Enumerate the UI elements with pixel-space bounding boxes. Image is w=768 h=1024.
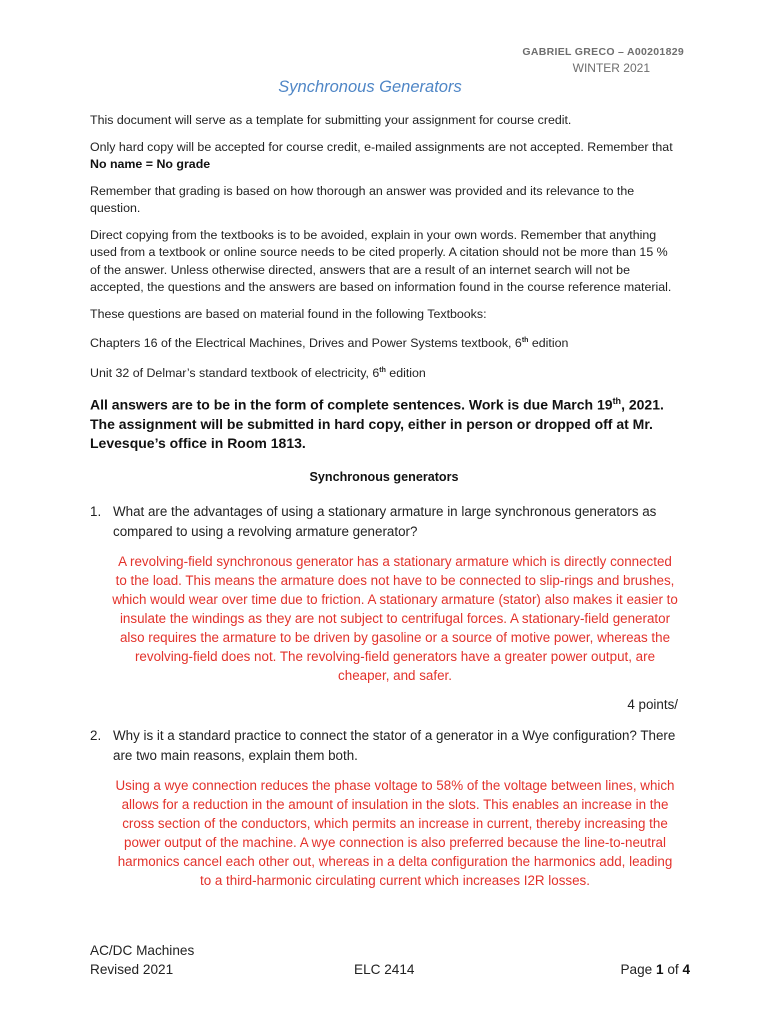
textbook-reference-1-text: Chapters 16 of the Electrical Machines, Drives and Power Systems textbook, 6 [90, 336, 522, 351]
textbook-reference-1-sup: th [521, 337, 529, 344]
footer-page-current: 1 [655, 962, 664, 977]
footer-course-code: ELC 2414 [354, 962, 415, 977]
intro-paragraph-1: This document will serve as a template for submitting your assignment for course credit. [90, 113, 572, 127]
footer-page-number [620, 960, 690, 979]
textbook-reference-2-text: Unit 32 of Delmar’s standard textbook of electricity, 6 [90, 365, 380, 380]
header-term: WINTER 2021 [572, 61, 650, 75]
textbook-reference-2-end: edition [385, 365, 426, 380]
question-1-text: What are the advantages of using a stationary armature in large synchronous generators as compared to using a revolving armature generator? [113, 504, 657, 540]
question-2-number: 2. [90, 728, 102, 744]
intro-paragraph-4: Direct copying from the textbooks is to be avoided, explain in your own words. Remember that anything used from a textbook or online source needs to be cited properly. A citation should not be more than 15 % of the answer. Unless otherwise directed, answers that are a result of an internet search will not be accepted, the questions and the answers are based on information found in the course reference material. [90, 227, 672, 294]
due-date-notice [90, 392, 678, 453]
footer-left [90, 941, 194, 979]
answer-1: A revolving-field synchronous generator has a stationary armature which is directly connected to the load. This means the armature does not have to be connected to slip-rings and brushes, which would wear over time due to friction. A stationary armature (stator) also makes it easier to insulate the windings as they are not subject to centrifugal forces. A stationary-field generator also requires the armature to be driven by gasoline or a source of motive power, whereas the revolving-field does not. The revolving-field generators have a greater power output, are cheaper, and safer. [112, 554, 678, 684]
intro-paragraph-3: Remember that grading is based on how thorough an answer was provided and its relevance to the question. [90, 183, 635, 215]
intro-paragraph-2 [90, 139, 678, 174]
document-title: Synchronous Generators [278, 78, 462, 96]
header-author: GABRIEL GRECO – A00201829 [522, 46, 684, 58]
question-1 [90, 502, 678, 542]
due-date-notice-part2: , 2021. The assignment will be submitted in hard copy, either in person or dropped off at Mr. Levesque’s office in Room 1813. [90, 396, 664, 451]
footer-of-word: of [663, 962, 683, 977]
intro-paragraph-2-text: Only hard copy will be accepted for course credit, e-mailed assignments are not accepted. Remember that [90, 139, 673, 154]
footer-revised: Revised 2021 [90, 962, 174, 977]
textbook-reference-2 [90, 362, 678, 383]
section-heading: Synchronous generators [309, 469, 459, 484]
answer-2: Using a wye connection reduces the phase voltage to 58% of the voltage between lines, which allows for a reduction in the amount of insulation in the slots. This enables an increase in the cross section of the conductors, which permits an increase in current, thereby increasing the power output of the machine. A wye connection is also preferred because the line-to-neutral harmonics cancel each other out, whereas in a delta configuration the harmonics add, leading to a third-harmonic circulating current which increases I2R losses. [115, 778, 675, 889]
textbook-reference-2-sup: th [379, 366, 386, 374]
footer-course: AC/DC Machines [90, 943, 195, 958]
question-2 [90, 726, 678, 766]
due-date-notice-part1: All answers are to be in the form of complete sentences. Work is due March 19 [90, 396, 613, 413]
question-2-text: Why is it a standard practice to connect the stator of a generator in a Wye configuration? There are two main reasons, explain them both. [113, 728, 676, 764]
due-date-notice-sup: th [612, 396, 622, 407]
footer-page-total: 4 [682, 962, 690, 977]
document-body [90, 112, 678, 900]
textbook-reference-1-end: edition [528, 336, 569, 351]
textbook-reference-1 [90, 332, 678, 353]
question-1-number: 1. [90, 504, 102, 520]
footer-page-word: Page [620, 962, 656, 977]
intro-paragraph-5: These questions are based on material found in the following Textbooks: [90, 306, 487, 321]
no-name-no-grade: No name = No grade [90, 157, 211, 171]
question-1-points: 4 points/ [627, 697, 678, 713]
